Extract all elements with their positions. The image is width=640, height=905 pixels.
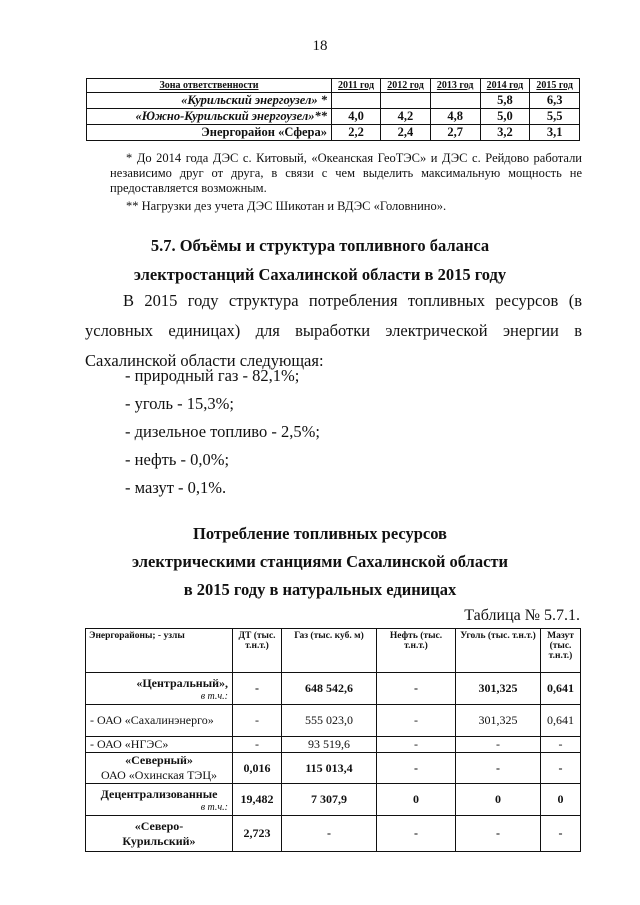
value-cell: 4,8 (430, 109, 480, 125)
fuel-consumption-table (85, 628, 581, 852)
value-cell: - (377, 673, 456, 705)
zone-name: Энергорайон «Сфера» (87, 125, 332, 141)
table-row (86, 753, 581, 784)
region-subtitle: в т.ч.: (200, 801, 228, 813)
table-row (86, 784, 581, 816)
table-row (86, 737, 581, 753)
value-cell: - (377, 816, 456, 852)
region-station: ОАО «Охинская ТЭЦ» (100, 768, 218, 782)
value-cell: 5,0 (480, 109, 530, 125)
table-header-row (86, 629, 581, 673)
value-cell: 4,2 (381, 109, 431, 125)
table-title-line3: в 2015 году в натуральных единицах (183, 580, 457, 599)
table-row (86, 673, 581, 705)
region-cell (86, 753, 233, 784)
col-header-2015: 2015 год (530, 79, 580, 93)
list-item: - уголь - 15,3%; (125, 394, 234, 413)
value-cell: 0 (377, 784, 456, 816)
table-row (87, 125, 580, 141)
region-subtitle: в т.ч.: (200, 690, 228, 702)
table-row (87, 109, 580, 125)
value-cell: 3,1 (530, 125, 580, 141)
value-cell: - (541, 737, 581, 753)
region-name: «Северо-Курильский» (86, 816, 233, 852)
region-name: «Центральный», (136, 675, 228, 690)
value-cell: 0,641 (541, 673, 581, 705)
value-cell: 2,4 (381, 125, 431, 141)
col-header-fuel-oil: Мазут (тыс. т.н.т.) (541, 629, 581, 673)
value-cell: 7 307,9 (282, 784, 377, 816)
list-item: - нефть - 0,0%; (125, 450, 230, 469)
value-cell: 93 519,6 (282, 737, 377, 753)
value-cell: 2,2 (332, 125, 381, 141)
value-cell: 301,325 (456, 673, 541, 705)
value-cell: 648 542,6 (282, 673, 377, 705)
value-cell: 2,7 (430, 125, 480, 141)
list-item: - мазут - 0,1%. (125, 478, 227, 497)
table-title-line1: Потребление топливных ресурсов (193, 524, 447, 543)
table-number-label: Таблица № 5.7.1. (464, 607, 580, 624)
value-cell: 0,016 (233, 753, 282, 784)
zone-capacity-table (86, 78, 580, 141)
value-cell: 0,641 (541, 705, 581, 737)
value-cell: 4,0 (332, 109, 381, 125)
section-title-line1: 5.7. Объёмы и структура топливного баланса (150, 236, 490, 255)
col-header-2011: 2011 год (332, 79, 381, 93)
col-header-2013: 2013 год (430, 79, 480, 93)
value-cell: 6,3 (530, 93, 580, 109)
value-cell: - (282, 816, 377, 852)
section-paragraph: В 2015 году структура потребления топливных ресурсов (в условных единицах) для выработки электрической энергии в Сахалинской области следующая: (85, 291, 582, 370)
value-cell: 5,8 (480, 93, 530, 109)
value-cell: - (377, 753, 456, 784)
footnote-1: * До 2014 года ДЭС с. Китовый, «Океанская ГеоТЭС» и ДЭС с. Рейдово работали независимо друг от друга, в связи с чем выделить максимальную мощность не предоставляется возможным. (110, 151, 582, 195)
footnote-2: ** Нагрузки дез учета ДЭС Шикотан и ВДЭС «Головнино». (126, 199, 447, 213)
col-header-zone: Зона ответственности (87, 79, 332, 93)
value-cell: 2,723 (233, 816, 282, 852)
value-cell: - (233, 673, 282, 705)
value-cell (381, 93, 431, 109)
value-cell: 0 (541, 784, 581, 816)
value-cell: - (233, 737, 282, 753)
value-cell: - (377, 705, 456, 737)
region-name: Децентрализованные (100, 786, 218, 801)
col-header-gas: Газ (тыс. куб. м) (282, 629, 377, 673)
table-row (87, 93, 580, 109)
value-cell: 115 013,4 (282, 753, 377, 784)
table-title-line2: электрическими станциями Сахалинской области (131, 552, 509, 571)
region-name: «Северный» (125, 753, 193, 767)
value-cell: 3,2 (480, 125, 530, 141)
value-cell: - (456, 816, 541, 852)
table-row (86, 705, 581, 737)
value-cell: - (377, 737, 456, 753)
value-cell: - (456, 737, 541, 753)
zone-name: «Южно-Курильский энергоузел»** (87, 109, 332, 125)
value-cell: 19,482 (233, 784, 282, 816)
value-cell: 5,5 (530, 109, 580, 125)
region-name: - ОАО «НГЭС» (86, 737, 233, 753)
value-cell: - (233, 705, 282, 737)
region-cell (86, 784, 233, 816)
table-header-row (87, 79, 580, 93)
value-cell: 555 023,0 (282, 705, 377, 737)
table-row (86, 816, 581, 852)
value-cell (332, 93, 381, 109)
col-header-region: Энергорайоны; - узлы (86, 629, 233, 673)
value-cell: 301,325 (456, 705, 541, 737)
page-number: 18 (312, 38, 328, 54)
value-cell: - (541, 753, 581, 784)
col-header-dt: ДТ (тыс. т.н.т.) (233, 629, 282, 673)
zone-name: «Курильский энергоузел» * (87, 93, 332, 109)
col-header-oil: Нефть (тыс. т.н.т.) (377, 629, 456, 673)
list-item: - природный газ - 82,1%; (125, 366, 300, 385)
value-cell: - (456, 753, 541, 784)
section-title-line2: электростанций Сахалинской области в 2015 году (133, 265, 507, 284)
col-header-2014: 2014 год (480, 79, 530, 93)
value-cell: - (541, 816, 581, 852)
value-cell: 0 (456, 784, 541, 816)
region-name: - ОАО «Сахалинэнерго» (86, 705, 233, 737)
region-cell (86, 673, 233, 705)
col-header-coal: Уголь (тыс. т.н.т.) (456, 629, 541, 673)
col-header-2012: 2012 год (381, 79, 431, 93)
list-item: - дизельное топливо - 2,5%; (125, 422, 320, 441)
value-cell (430, 93, 480, 109)
